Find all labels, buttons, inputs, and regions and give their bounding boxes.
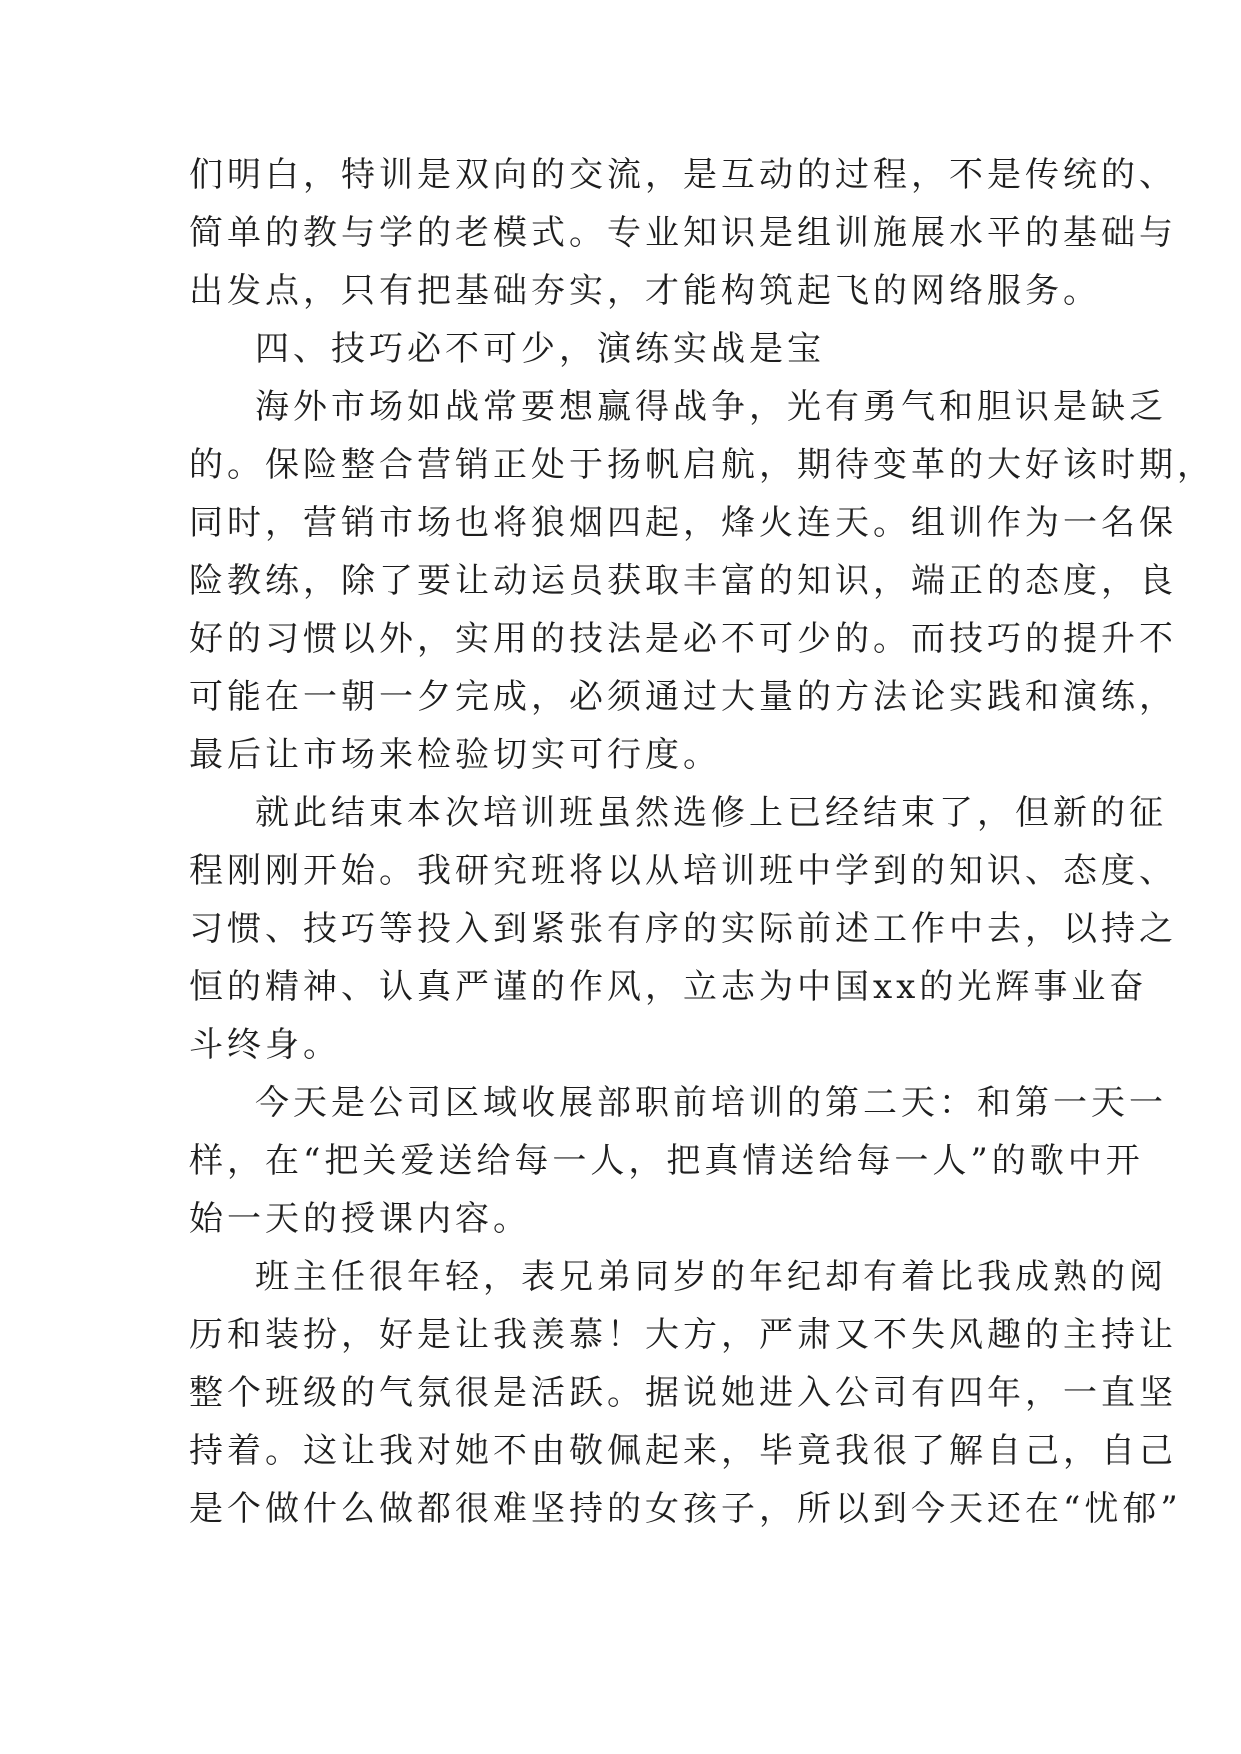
text-line: 斗终身。 [189,1025,341,1065]
text-line: 程刚刚开始。我研究班将以从培训班中学到的知识、态度、 [189,851,1177,891]
text-line: 历和装扮，好是让我羡慕！大方，严肃又不失风趣的主持让 [189,1315,1177,1355]
text-line: 出发点，只有把基础夯实，才能构筑起飞的网络服务。 [189,271,1101,311]
paragraph-first-line: 今天是公司区域收展部职前培训的第二天：和第一天一 [255,1083,1167,1123]
text-line: 们明白，特训是双向的交流，是互动的过程，不是传统的、 [189,155,1177,195]
paragraph-first-line: 海外市场如战常要想赢得战争，光有勇气和胆识是缺乏 [255,387,1167,427]
text-line: 可能在一朝一夕完成，必须通过大量的方法论实践和演练， [189,677,1177,717]
text-line: 最后让市场来检验切实可行度。 [189,735,721,775]
text-line: 恒的精神、认真严谨的作风，立志为中国xx的光辉事业奋 [189,967,1148,1007]
text-line: 同时，营销市场也将狼烟四起，烽火连天。组训作为一名保 [189,503,1177,543]
text-line: 好的习惯以外，实用的技法是必不可少的。而技巧的提升不 [189,619,1177,659]
section-heading: 四、技巧必不可少，演练实战是宝 [255,329,825,369]
text-line: 始一天的授课内容。 [189,1199,531,1239]
text-line: 险教练，除了要让动运员获取丰富的知识，端正的态度，良 [189,561,1177,601]
paragraph-first-line: 就此结束本次培训班虽然选修上已经结束了，但新的征 [255,793,1167,833]
text-line: 简单的教与学的老模式。专业知识是组训施展水平的基础与 [189,213,1177,253]
text-line: 持着。这让我对她不由敬佩起来，毕竟我很了解自己，自己 [189,1431,1177,1471]
text-line: 是个做什么做都很难坚持的女孩子，所以到今天还在“忧郁” [189,1489,1182,1529]
paragraph-first-line: 班主任很年轻，表兄弟同岁的年纪却有着比我成熟的阅 [255,1257,1167,1297]
text-line: 样，在“把关爱送给每一人，把真情送给每一人”的歌中开 [189,1141,1144,1181]
text-line: 习惯、技巧等投入到紧张有序的实际前述工作中去，以持之 [189,909,1177,949]
text-line: 整个班级的气氛很是活跃。据说她进入公司有四年，一直坚 [189,1373,1177,1413]
text-line: 的。保险整合营销正处于扬帆启航，期待变革的大好该时期， [189,445,1215,485]
document-body [189,146,1215,1538]
